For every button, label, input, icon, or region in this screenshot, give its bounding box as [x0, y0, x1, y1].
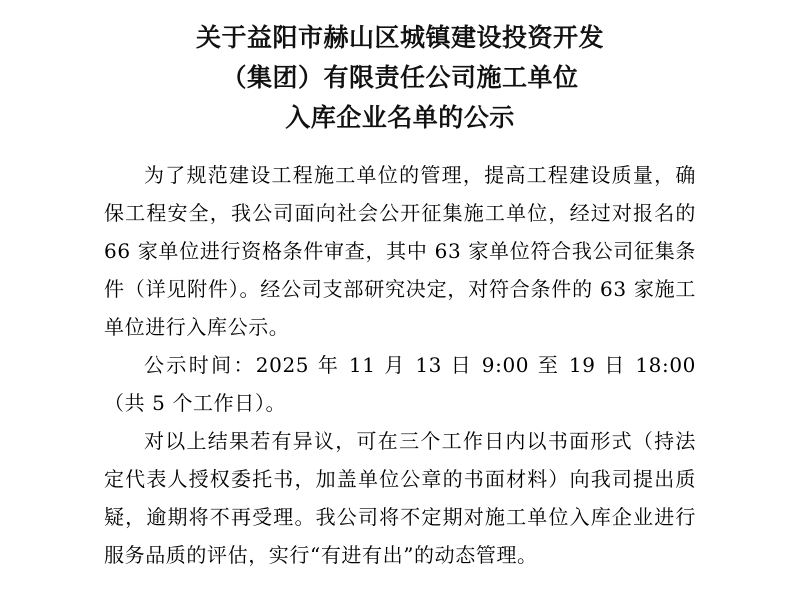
page-title: [104, 18, 696, 138]
paragraph-2: 公示时间：2025 年 11 月 13 日 9:00 至 19 日 18:00（共 5 个工作日）。: [104, 353, 696, 415]
paragraph-1: 为了规范建设工程施工单位的管理，提高工程建设质量，确保工程安全，我公司面向社会公开征集施工单位，经过对报名的 66 家单位进行资格条件审查，其中 63 家单位符合我公司征集条件（详见附件）。经公司支部研究决定，对符合条件的 63 家施工单位进行入库公示。: [104, 163, 696, 339]
title-line-1: 关于益阳市赫山区城镇建设投资开发: [195, 23, 604, 52]
paragraph-3: 对以上结果若有异议，可在三个工作日内以书面形式（持法定代表人授权委托书，加盖单位公章的书面材料）向我司提出质疑，逾期将不再受理。我公司将不定期对施工单位入库企业进行服务品质的评估，实行“有进有出”的动态管理。: [104, 429, 696, 567]
title-line-3: 入库企业名单的公示: [285, 103, 515, 132]
document-body: [104, 156, 696, 574]
title-line-2: （集团）有限责任公司施工单位: [221, 63, 579, 92]
